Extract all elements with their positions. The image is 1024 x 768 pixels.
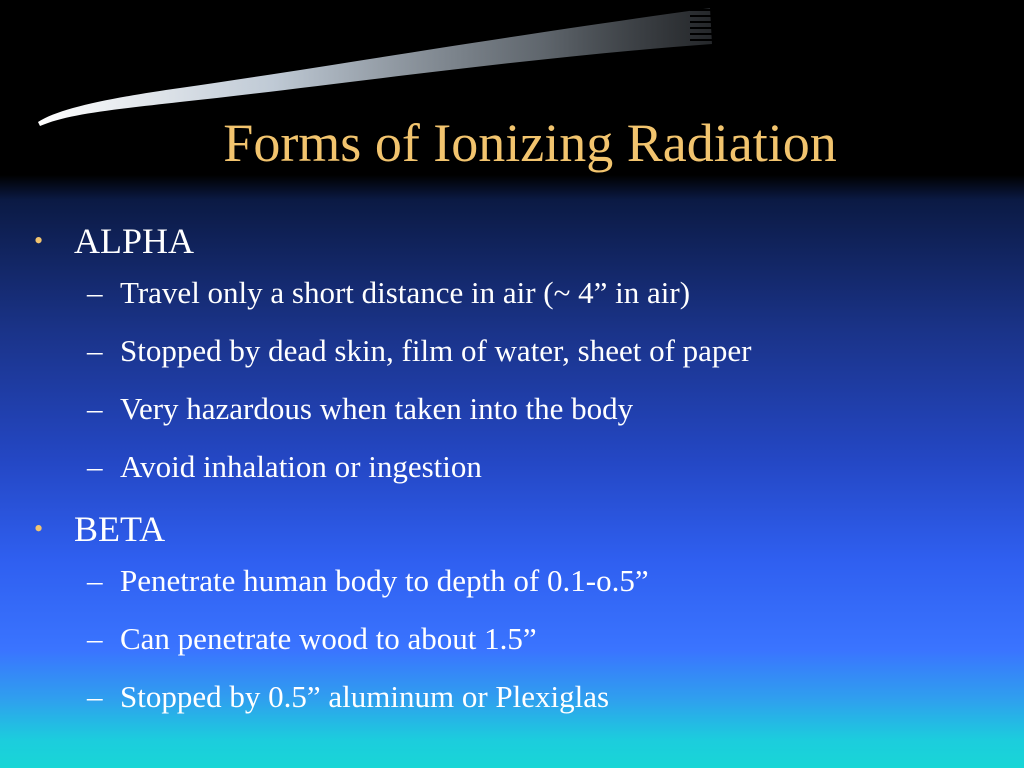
slide-title: Forms of Ionizing Radiation (223, 113, 837, 173)
bullet-icon: • (34, 226, 44, 255)
sub-bullet (32, 552, 1012, 610)
sub-bullet-text: Can penetrate wood to about 1.5” (120, 621, 537, 656)
dash-icon: – (87, 391, 103, 426)
bullet-icon: • (34, 514, 44, 543)
bullet-heading: BETA (74, 509, 166, 549)
bullet-heading: ALPHA (74, 221, 195, 261)
sub-bullet (32, 610, 1012, 668)
sub-bullet-text: Avoid inhalation or ingestion (120, 449, 482, 484)
sub-bullet (32, 438, 1012, 496)
sub-bullet-text: Very hazardous when taken into the body (120, 391, 634, 426)
bullet-beta (32, 506, 1012, 552)
dash-icon: – (87, 333, 103, 368)
sub-bullet (32, 668, 1012, 726)
sub-bullet (32, 264, 1012, 322)
dash-icon: – (87, 449, 103, 484)
sub-bullet-text: Travel only a short distance in air (~ 4” in air) (120, 275, 691, 310)
bullet-alpha (32, 218, 1012, 264)
sub-bullet-text: Stopped by 0.5” aluminum or Plexiglas (120, 679, 610, 714)
slide-body (32, 218, 1012, 726)
sub-bullet (32, 322, 1012, 380)
dash-icon: – (87, 563, 103, 598)
dash-icon: – (87, 621, 103, 656)
sub-bullet (32, 380, 1012, 438)
dash-icon: – (87, 275, 103, 310)
dash-icon: – (87, 679, 103, 714)
sub-bullet-text: Stopped by dead skin, film of water, sheet of paper (120, 333, 752, 368)
sub-bullet-text: Penetrate human body to depth of 0.1-o.5” (120, 563, 649, 598)
